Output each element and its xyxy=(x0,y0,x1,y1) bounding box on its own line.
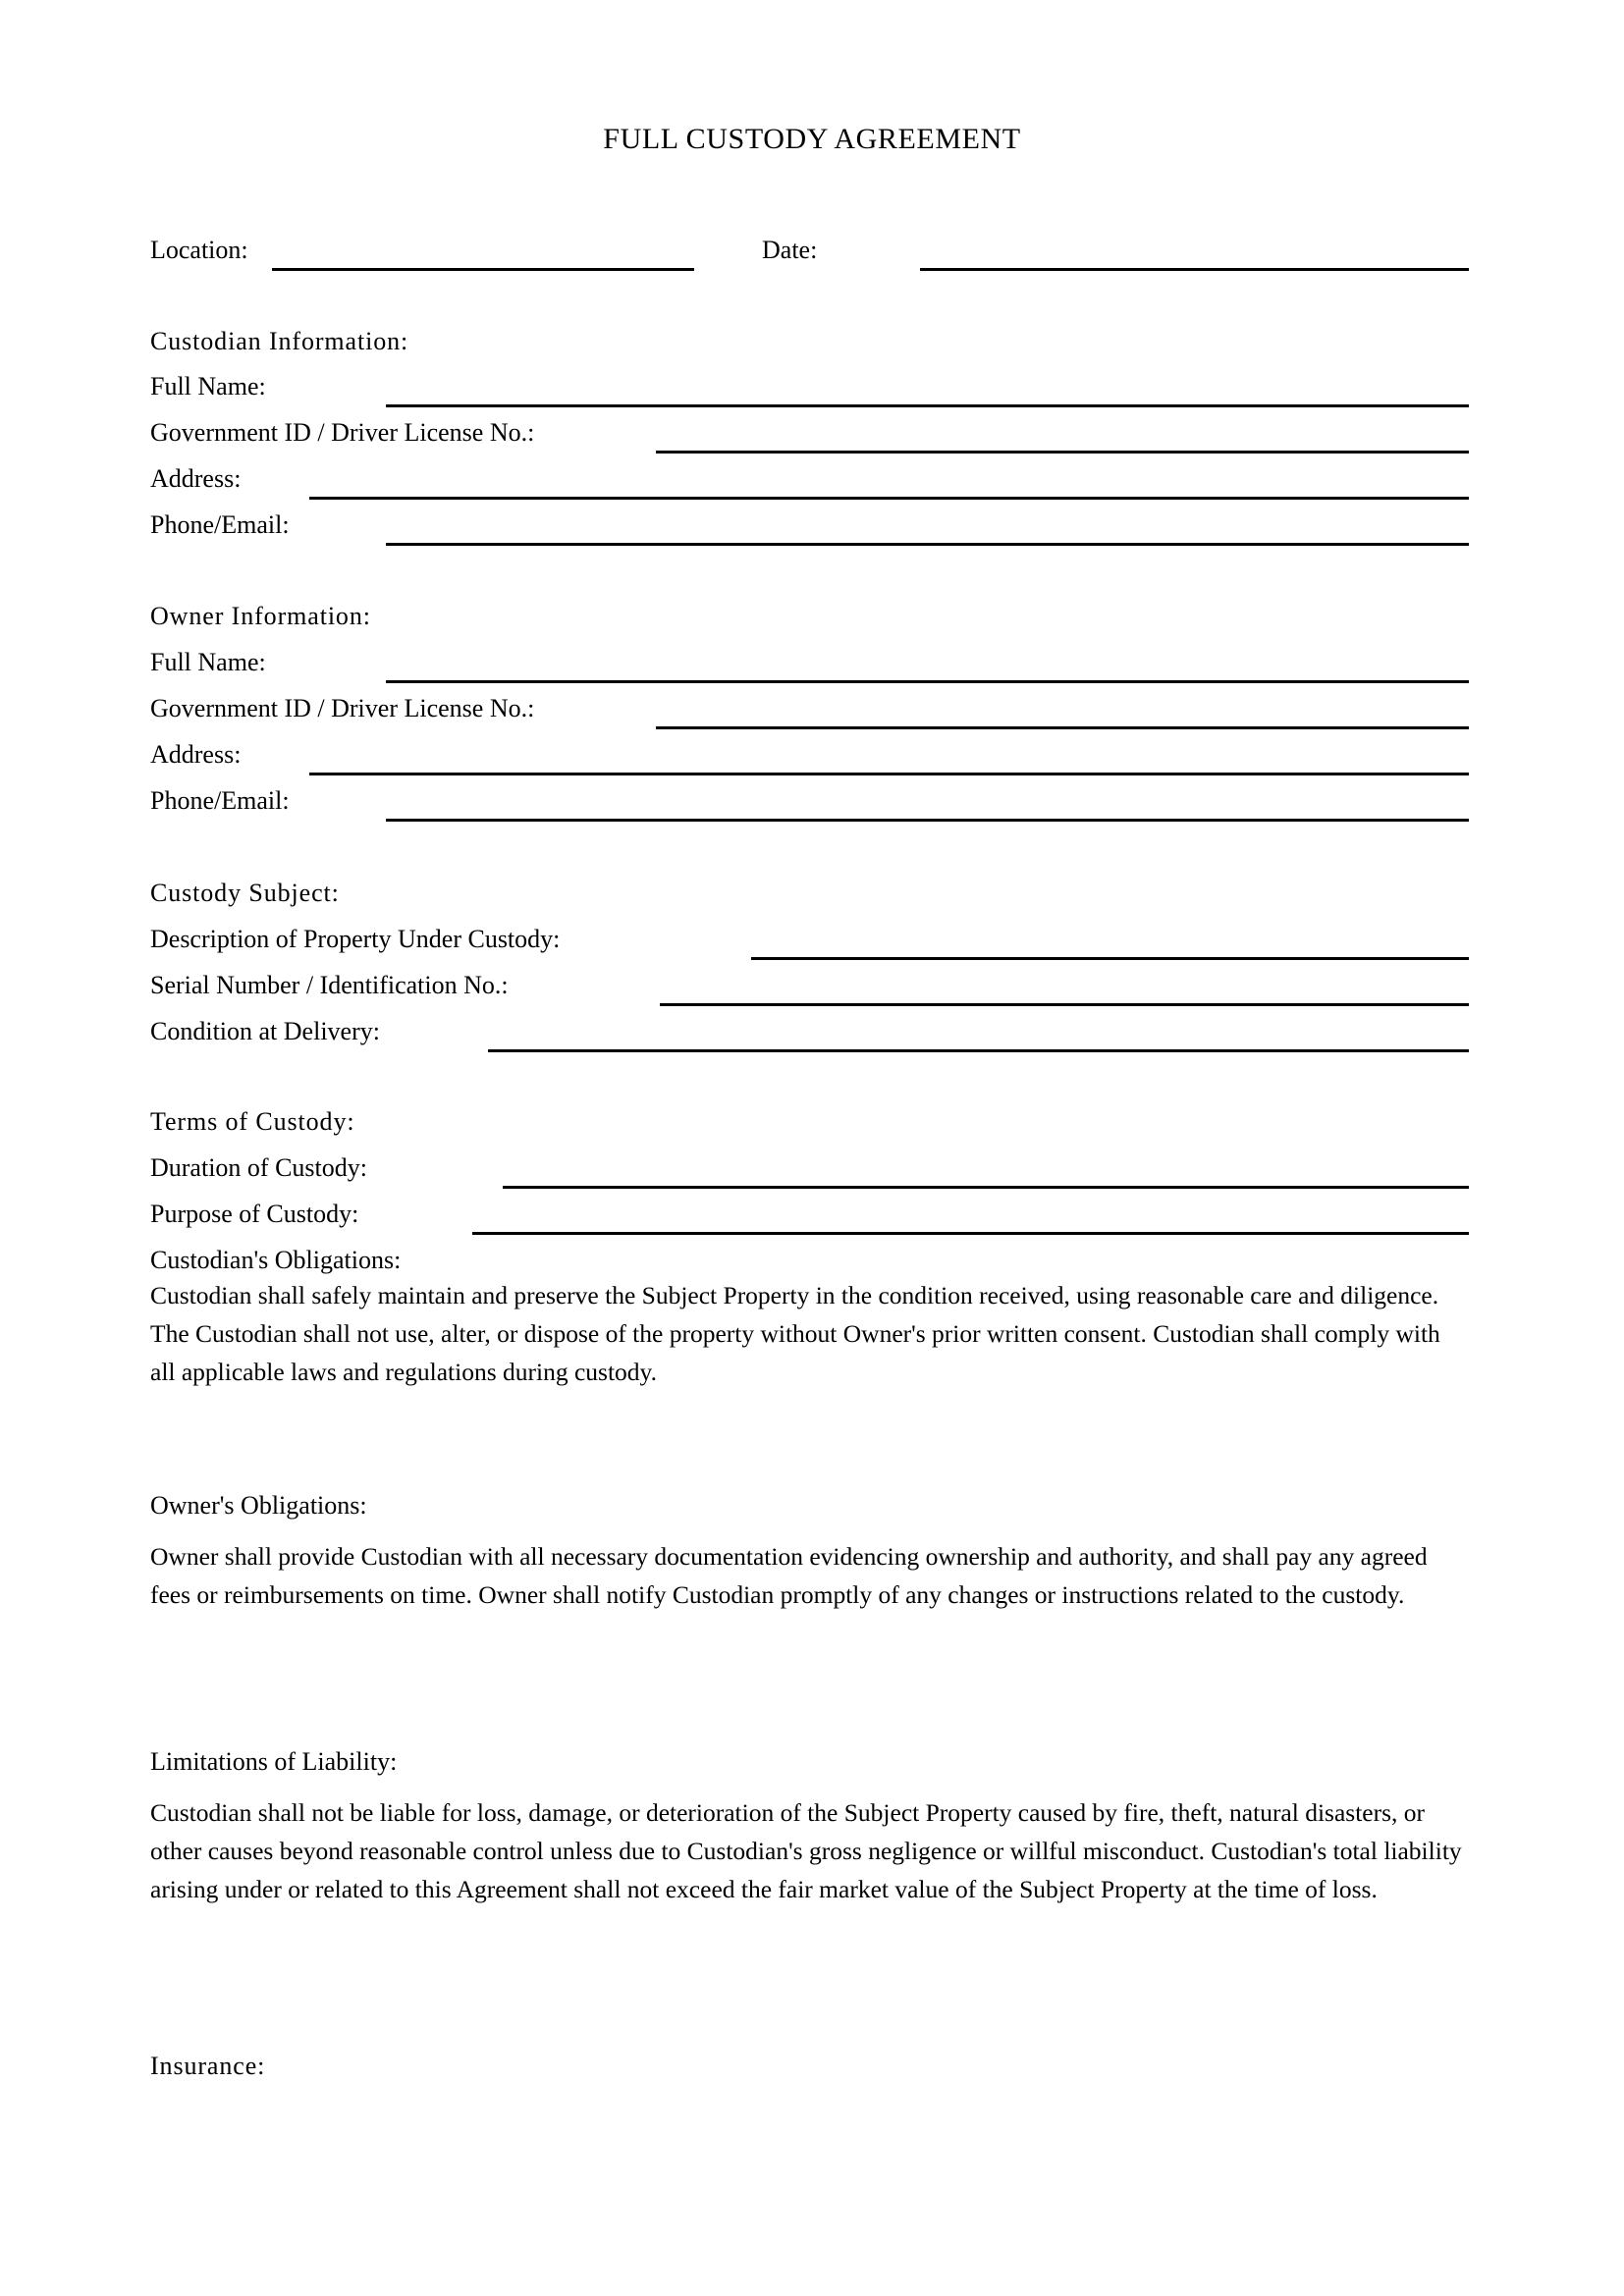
custodian-phone-email-rule[interactable] xyxy=(386,543,1469,546)
owner-gov-id-rule[interactable] xyxy=(656,726,1469,729)
property-description-label: Description of Property Under Custody: xyxy=(150,925,561,953)
location-label: Location: xyxy=(150,236,248,264)
date-label: Date: xyxy=(762,236,818,264)
custody-subject-heading: Custody Subject: xyxy=(150,879,340,907)
purpose-of-custody-label: Purpose of Custody: xyxy=(150,1200,359,1228)
date-input-rule[interactable] xyxy=(920,268,1469,271)
serial-number-label: Serial Number / Identification No.: xyxy=(150,971,509,999)
custodian-gov-id-label: Government ID / Driver License No.: xyxy=(150,418,535,447)
custodian-gov-id-rule[interactable] xyxy=(656,451,1469,454)
page-title: FULL CUSTODY AGREEMENT xyxy=(603,123,1021,155)
limitations-of-liability-body: Custodian shall not be liable for loss, damage, or deterioration of the Subject Property caused by fire, theft, natural disasters, or other causes beyond reasonable control unless due to Custodian's gross negligence or willful misconduct. Custodian's total liability arising under or related to this Agreement shall not exceed the fair market value of the Subject Property at the time of loss. xyxy=(150,1798,1462,1903)
owner-address-label: Address: xyxy=(150,740,242,769)
owner-obligations-heading: Owner's Obligations: xyxy=(150,1491,367,1520)
custodian-address-rule[interactable] xyxy=(309,497,1469,500)
owner-full-name-rule[interactable] xyxy=(386,680,1469,683)
owner-obligations-body: Owner shall provide Custodian with all necessary documentation evidencing ownership and authority, and shall pay any agreed fees or reimbursements on time. Owner shall notify Custodian promptly of any changes or instructions related to the custody. xyxy=(150,1542,1428,1609)
owner-phone-email-rule[interactable] xyxy=(386,819,1469,822)
owner-address-rule[interactable] xyxy=(309,773,1469,775)
duration-of-custody-label: Duration of Custody: xyxy=(150,1153,367,1182)
custodian-full-name-label: Full Name: xyxy=(150,372,266,400)
custodian-full-name-rule[interactable] xyxy=(386,404,1469,407)
property-description-rule[interactable] xyxy=(751,957,1469,960)
owner-phone-email-label: Phone/Email: xyxy=(150,786,290,815)
limitations-of-liability-heading: Limitations of Liability: xyxy=(150,1747,398,1776)
condition-at-delivery-rule[interactable] xyxy=(488,1049,1469,1052)
insurance-heading: Insurance: xyxy=(150,2052,266,2080)
terms-of-custody-heading: Terms of Custody: xyxy=(150,1107,355,1136)
duration-of-custody-rule[interactable] xyxy=(503,1186,1469,1189)
custodian-phone-email-label: Phone/Email: xyxy=(150,510,290,539)
custodian-obligations-heading: Custodian's Obligations: xyxy=(150,1246,402,1274)
owner-information-heading: Owner Information: xyxy=(150,602,371,630)
owner-gov-id-label: Government ID / Driver License No.: xyxy=(150,694,535,722)
condition-at-delivery-label: Condition at Delivery: xyxy=(150,1017,380,1045)
purpose-of-custody-rule[interactable] xyxy=(472,1232,1469,1235)
custodian-information-heading: Custodian Information: xyxy=(150,327,409,355)
custodian-obligations-body: Custodian shall safely maintain and preserve the Subject Property in the condition received, using reasonable care and diligence. The Custodian shall not use, alter, or dispose of the property without Owner's prior written consent. Custodian shall comply with all applicable laws and regulations during custody. xyxy=(150,1281,1440,1386)
custodian-address-label: Address: xyxy=(150,464,242,493)
owner-full-name-label: Full Name: xyxy=(150,648,266,676)
serial-number-rule[interactable] xyxy=(660,1003,1469,1006)
location-input-rule[interactable] xyxy=(272,268,694,271)
